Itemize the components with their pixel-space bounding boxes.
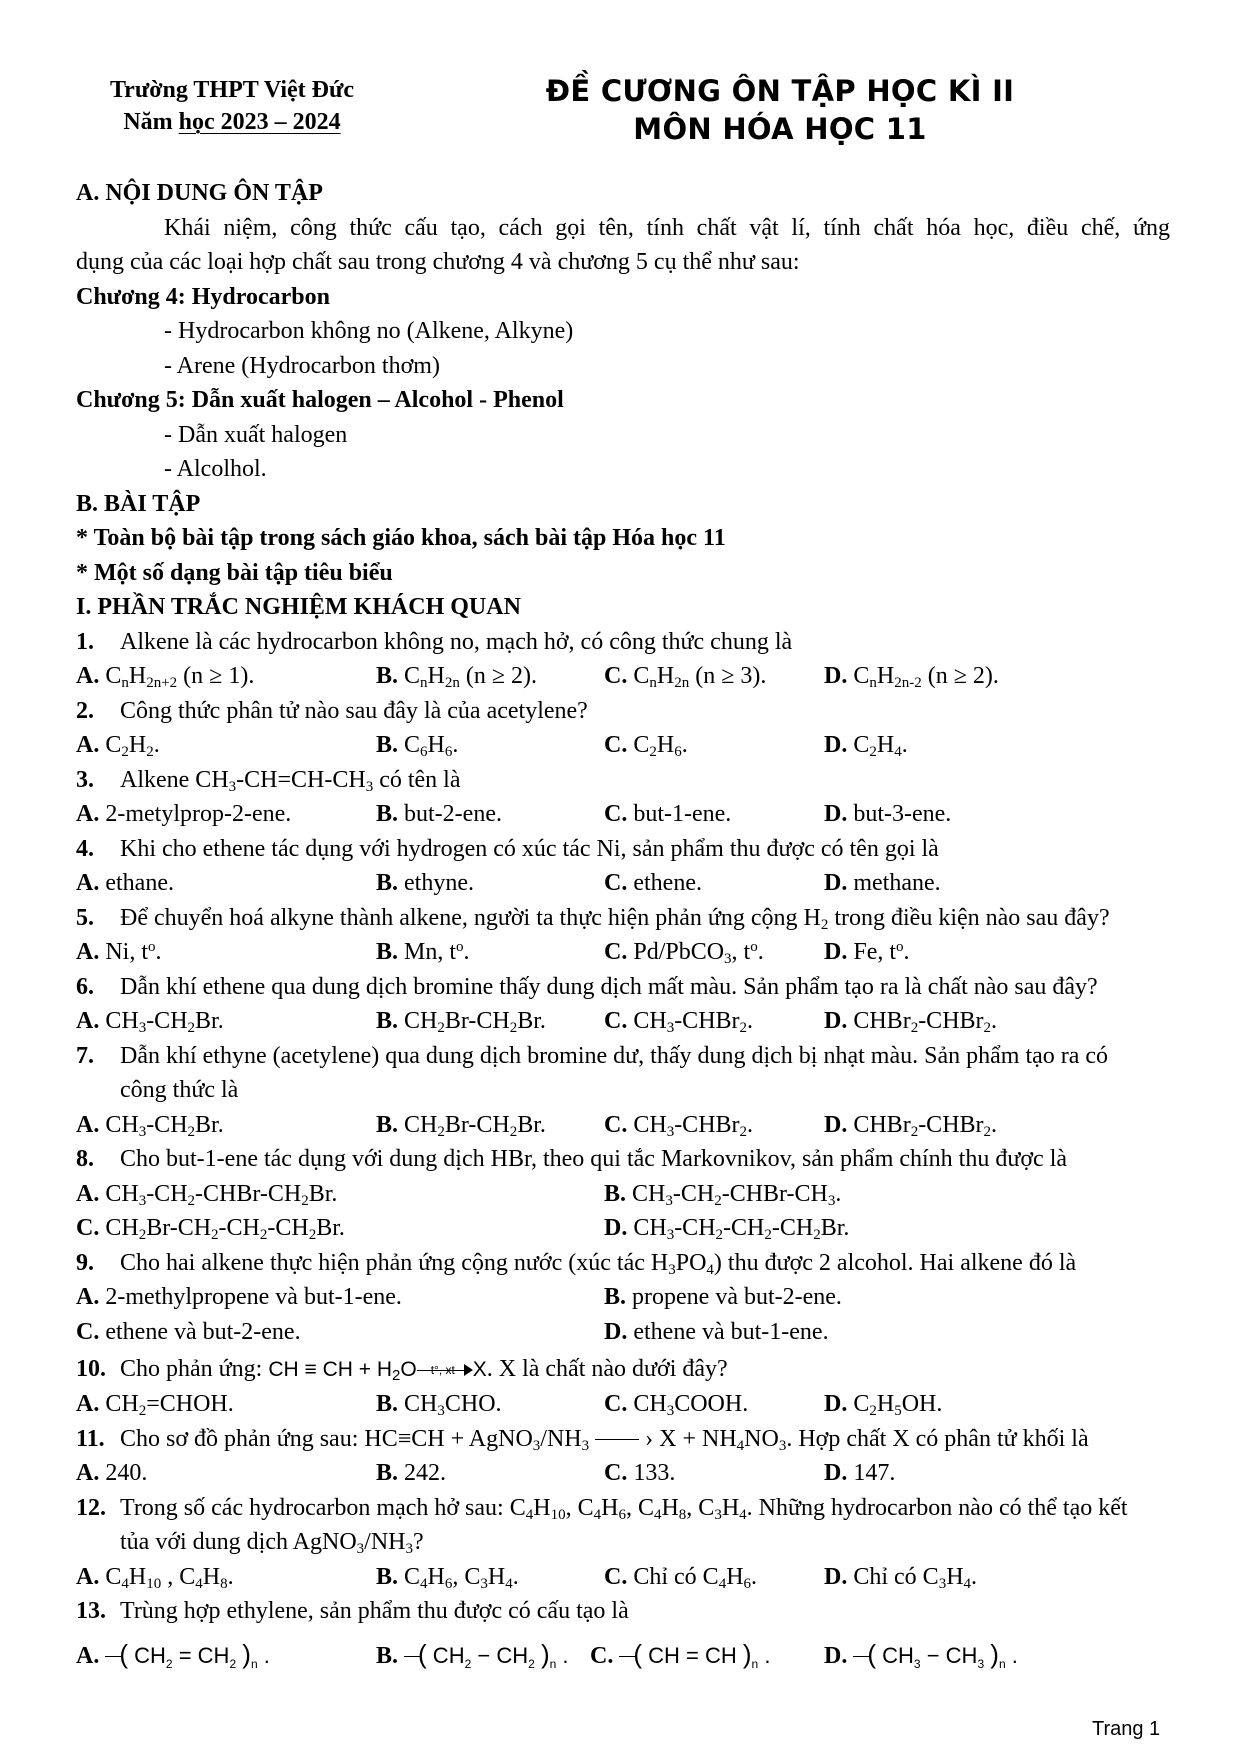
option-a: A. 2-methylpropene và but-1-ene. <box>76 1284 402 1310</box>
question-10-options <box>76 1387 1170 1422</box>
question-4: 4. Khi cho ethene tác dụng với hydrogen có xúc tác Ni, sản phẩm thu được có tên gọi là <box>76 835 939 862</box>
option-b: B. Mn, $t^o$. <box>376 939 470 965</box>
reaction-equation: CH ≡ CH + $H_2O$ <box>268 1358 417 1384</box>
option-b: B. $C_nH_{2n}$ (n ≥ 2). <box>376 663 538 691</box>
option-d: D. CHBr$_2$-CHBr$_2$. <box>824 1008 998 1036</box>
polymer-formula: ( CH = CH )$_n$ . <box>619 1643 770 1668</box>
option-c: C. $CH_3-CHBr_2$. <box>604 1008 754 1036</box>
option-d: D. $C_nH_{2n-2}$ (n ≥ 2). <box>824 663 999 691</box>
option-b: B. $CH_2Br-CH_2Br$. <box>376 1111 546 1140</box>
intro-line-2: dụng của các loại hợp chất sau trong chương 4 và chương 5 cụ thể như sau: <box>76 249 800 275</box>
question-5-options <box>76 935 1170 970</box>
question-1: 1. Alkene là các hydrocarbon không no, mạch hở, có công thức chung là <box>76 628 793 655</box>
question-5: 5. Để chuyển hoá alkyne thành alkene, người ta thực hiện phản ứng cộng $H_2$ trong điều kiện nào sau đây? <box>76 904 1110 933</box>
option-d: D. ( $CH_3 - CH_3$ )$_n$ . <box>824 1638 1018 1671</box>
option-c: C. Chỉ có $C_4H_6$. <box>604 1563 758 1592</box>
option-d: D. methane. <box>824 870 941 896</box>
option-d: D. ethene và but-1-ene. <box>604 1318 829 1345</box>
title-line-1: ĐỀ CƯƠNG ÔN TẬP HỌC KÌ II <box>545 74 1015 108</box>
chapter-5-item-2: - Alcolhol. <box>164 456 267 482</box>
page-number: Trang 1 <box>1092 1718 1161 1740</box>
option-c: C. ethene. <box>604 870 702 896</box>
document-body <box>76 176 1170 1675</box>
option-a: A. Ni, $t^o$. <box>76 939 162 965</box>
option-d: D. 147. <box>824 1460 896 1486</box>
intro-line-1: Khái niệm, công thức cấu tạo, cách gọi tên, tính chất vật lí, tính chất hóa học, điều chế, ứng <box>164 214 1170 241</box>
chapter-4-item-2: - Arene (Hydrocarbon thơm) <box>164 352 440 379</box>
section-b-note-1: * Toàn bộ bài tập trong sách giáo khoa, sách bài tập Hóa học 11 <box>76 525 726 551</box>
question-9-options-ab <box>76 1280 1170 1315</box>
option-a: A. $C_nH_{2n+2}$ (n ≥ 1). <box>76 663 255 691</box>
chapter-4-item-1: - Hydrocarbon không no (Alkene, Alkyne) <box>164 318 574 344</box>
question-7: 7. Dẫn khí ethyne (acetylene) qua dung dịch bromine dư, thấy dung dịch bị nhạt màu. Sản phẩm tạo ra có <box>76 1042 1109 1069</box>
option-d: D. Chỉ có $C_3H_4$. <box>824 1563 978 1592</box>
option-a: A. 240. <box>76 1460 148 1486</box>
option-a: A. ethane. <box>76 870 174 896</box>
option-c: C. $CH_3-CHBr_2$. <box>604 1111 754 1140</box>
chapter-4-heading: Chương 4: Hydrocarbon <box>76 283 330 310</box>
option-c: C. ( CH = CH )$_n$ . <box>590 1638 771 1671</box>
option-d: D. $C_2H_5OH$. <box>824 1391 943 1419</box>
question-11-options <box>76 1456 1170 1491</box>
option-a: A. 2-metylprop-2-ene. <box>76 801 292 827</box>
question-2-options <box>76 728 1170 763</box>
school-year: Năm học 2023 – 2024 <box>123 109 341 135</box>
option-a: A. $C_4H_{10}$ , $C_4H_8$. <box>76 1563 234 1592</box>
chapter-5-heading: Chương 5: Dẫn xuất halogen – Alcohol - Phenol <box>76 387 564 413</box>
option-b: B. $CH_3CHO$. <box>376 1391 502 1419</box>
question-6-options <box>76 1004 1170 1039</box>
polymer-formula: ( $CH_2 = CH_2$ )$_n$ . <box>105 1643 270 1668</box>
option-b: B. but-2-ene. <box>376 801 502 827</box>
question-12-options <box>76 1560 1170 1595</box>
option-b: B. $C_4H_6$, $C_3H_4$. <box>376 1563 519 1592</box>
option-d: D. but-3-ene. <box>824 801 952 827</box>
school-header <box>62 74 402 138</box>
question-9: 9. Cho hai alkene thực hiện phản ứng cộng nước (xúc tác $H_3PO_4$) thu được 2 alcohol. Hai alkene đó là <box>76 1249 1077 1278</box>
option-b: B. $C_6H_6$. <box>376 732 459 760</box>
polymer-formula: ( $CH_3 - CH_3$ )$_n$ . <box>853 1643 1018 1668</box>
question-13: 13. Trùng hợp ethylene, sản phẩm thu được có cấu tạo là <box>76 1598 629 1624</box>
option-c: C. Pd/PbCO$_3$, $t^o$. <box>604 939 764 967</box>
question-13-options <box>76 1629 1170 1675</box>
option-a: A. ( $CH_2 = CH_2$ )$_n$ . <box>76 1638 270 1671</box>
option-b: B. ( $CH_2 - CH_2$ )$_n$ . <box>376 1638 569 1671</box>
option-c: C. ethene và but-2-ene. <box>76 1318 301 1345</box>
option-b: B. propene và but-2-ene. <box>604 1284 842 1310</box>
title-line-2: MÔN HÓA HỌC 11 <box>633 112 927 146</box>
question-1-options <box>76 659 1170 694</box>
polymer-formula: ( $CH_2 - CH_2$ )$_n$ . <box>404 1643 569 1668</box>
school-name: Trường THPT Việt Đức <box>109 77 355 103</box>
question-12: 12. Trong số các hydrocarbon mạch hở sau: $C_4H_{10}$, $C_4H_6$, $C_4H_8$, $C_3H_4$. Những hydrocarbon nào có thể tạo kết <box>76 1494 1128 1523</box>
question-7-cont: công thức là <box>120 1077 239 1103</box>
reaction-arrow-icon: t°, xt <box>417 1360 473 1380</box>
option-b: B. ethyne. <box>376 870 474 896</box>
option-a: A. $C_2H_2$. <box>76 732 160 760</box>
question-4-options <box>76 866 1170 901</box>
option-c: C. but-1-ene. <box>604 801 732 827</box>
option-d: D. Fe, $t^o$. <box>824 939 910 965</box>
option-d: D. CHBr$_2$-CHBr$_2$. <box>824 1111 998 1140</box>
question-2: 2. Công thức phân tử nào sau đây là của acetylene? <box>76 697 588 724</box>
option-c: C. 133. <box>604 1460 676 1486</box>
question-7-options <box>76 1108 1170 1143</box>
long-arrow-icon <box>595 1439 639 1440</box>
question-9-options-cd <box>76 1315 1170 1350</box>
question-12-cont: tủa với dung dịch $AgNO_3/NH_3$? <box>120 1529 424 1557</box>
option-a: A. $CH_3-CH_2-CHBr-CH_2Br$. <box>76 1180 338 1209</box>
section-b-heading: B. BÀI TẬP <box>76 490 201 517</box>
option-c: C. $CH_2Br-CH_2-CH_2-CH_2Br$. <box>76 1215 345 1243</box>
option-d: D. $CH_3-CH_2-CH_2-CH_2Br$. <box>604 1215 850 1243</box>
option-b: B. $CH_2Br-CH_2Br$. <box>376 1008 546 1036</box>
question-6: 6. Dẫn khí ethene qua dung dịch bromine thấy dung dịch mất màu. Sản phẩm tạo ra là chất nào sau đây? <box>76 973 1098 1000</box>
question-11: 11. Cho sơ đồ phản ứng sau: $HC\equiv CH + AgNO_3/NH_3$ › $X + NH_4NO_3$. Hợp chất X có phân tử khối là <box>76 1425 1089 1454</box>
section-b-note-2: * Một số dạng bài tập tiêu biểu <box>76 559 393 586</box>
option-b: B. $CH_3-CH_2-CHBr-CH_3$. <box>604 1180 842 1209</box>
document-title <box>430 72 1130 148</box>
option-b: B. 242. <box>376 1460 447 1486</box>
question-10: 10. Cho phản ứng: CH ≡ CH + $H_2O$ t°, xt X. X là chất nào dưới đây? <box>76 1356 728 1384</box>
option-a: A. $CH_3-CH_2Br$. <box>76 1111 224 1140</box>
question-3-options <box>76 797 1170 832</box>
section-a-heading: A. NỘI DUNG ÔN TẬP <box>76 180 323 206</box>
option-a: A. $CH_2=CHOH$. <box>76 1391 234 1419</box>
question-8-options-cd <box>76 1211 1170 1246</box>
option-c: C. $CH_3COOH$. <box>604 1391 749 1419</box>
question-8-options-ab <box>76 1177 1170 1212</box>
option-c: C. $C_nH_{2n}$ (n ≥ 3). <box>604 663 767 691</box>
option-a: A. $CH_3-CH_2Br$. <box>76 1008 224 1036</box>
question-8: 8. Cho but-1-ene tác dụng với dung dịch HBr, theo qui tắc Markovnikov, sản phẩm chính thu được là <box>76 1146 1068 1172</box>
question-3: 3. Alkene $CH_3-CH=CH-CH_3$ có tên là <box>76 766 461 795</box>
chapter-5-item-1: - Dẫn xuất halogen <box>164 421 348 448</box>
option-d: D. $C_2H_4$. <box>824 732 908 760</box>
option-c: C. $C_2H_6$. <box>604 732 688 760</box>
part-1-heading: I. PHẦN TRẮC NGHIỆM KHÁCH QUAN <box>76 594 521 620</box>
